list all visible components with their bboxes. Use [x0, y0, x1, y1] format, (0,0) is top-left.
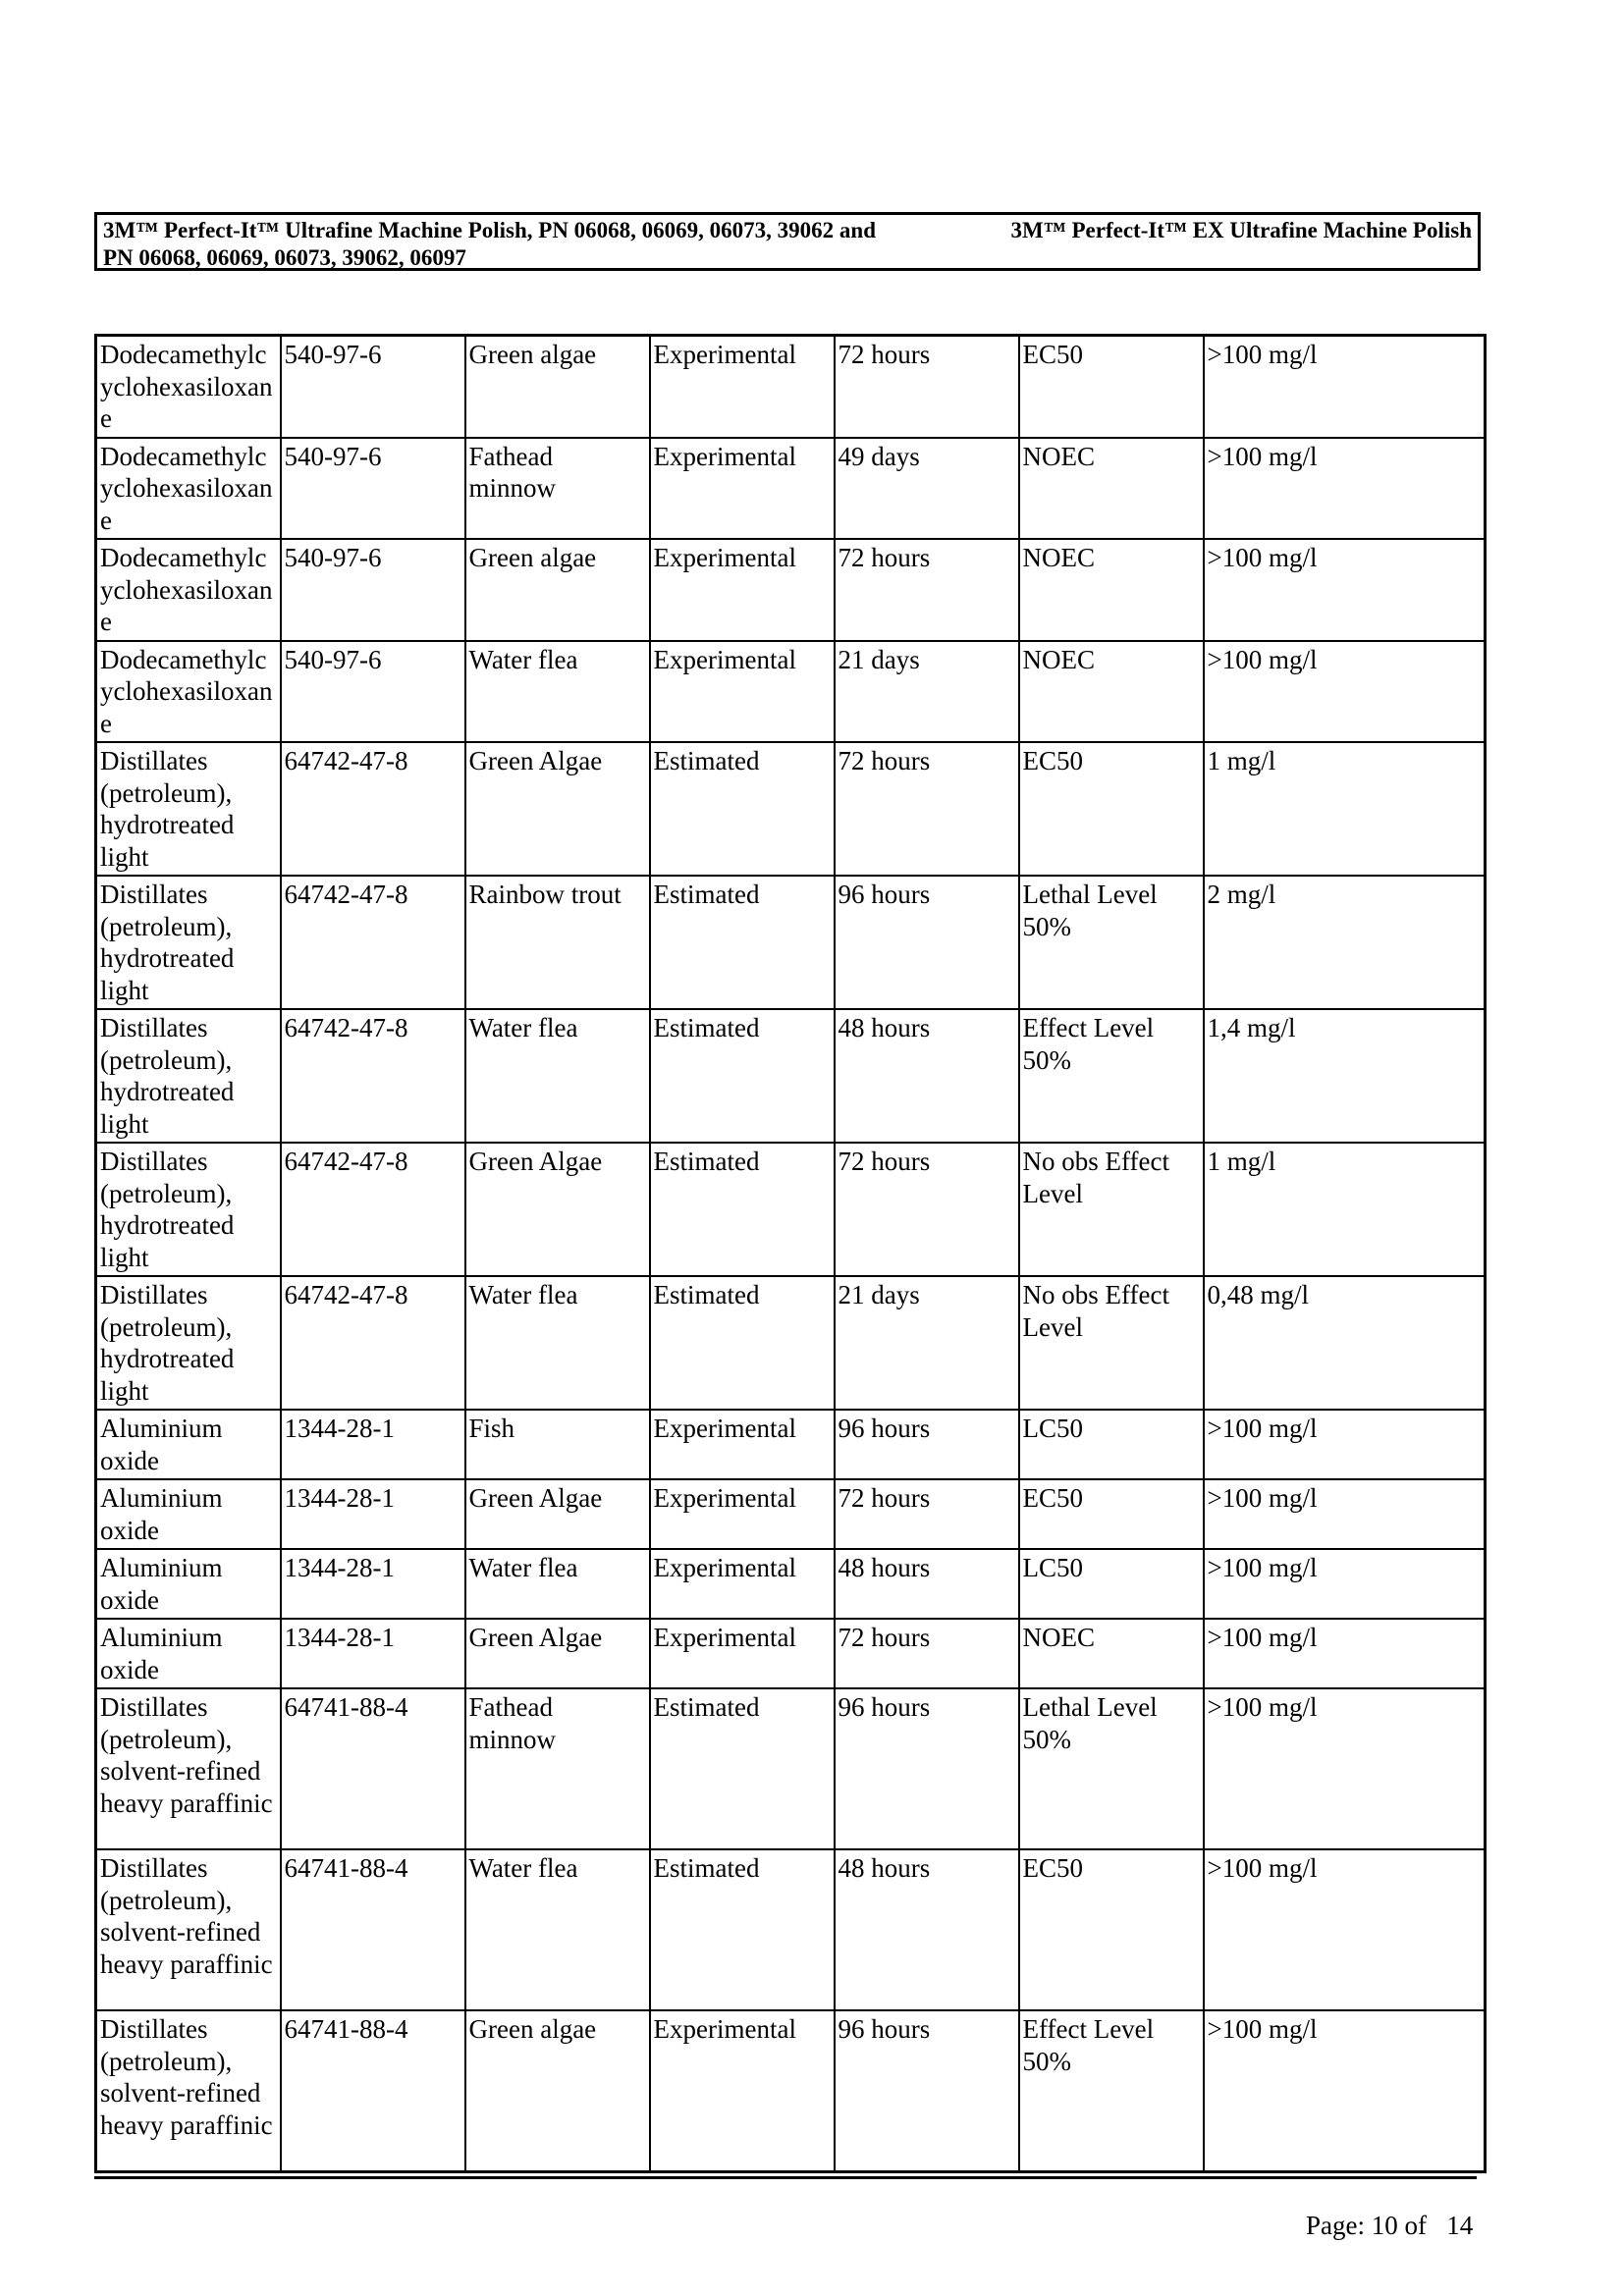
ecotoxicity-table: [94, 334, 1487, 2173]
cell-organism: Fish: [465, 1410, 650, 1479]
cell-endpoint: EC50: [1019, 742, 1204, 876]
cell-exposure: 96 hours: [835, 1410, 1019, 1479]
cell-organism: Green Algae: [465, 1143, 650, 1276]
header-part-numbers: PN 06068, 06069, 06073, 39062, 06097: [103, 245, 466, 270]
table-row: [96, 641, 1486, 743]
cell-exposure: 48 hours: [835, 1549, 1019, 1619]
cell-exposure: 72 hours: [835, 539, 1019, 641]
cell-endpoint: Lethal Level 50%: [1019, 1688, 1204, 1849]
header-title-left: 3M™ Perfect-It™ Ultrafine Machine Polish, PN 06068, 06069, 06073, 39062 and: [103, 218, 877, 242]
cell-type: Experimental: [650, 438, 835, 540]
cell-organism: Green algae: [465, 539, 650, 641]
cell-material: Distillates (petroleum), hydrotreated light: [96, 876, 281, 1009]
document-header: [94, 212, 1481, 271]
cell-result: >100 mg/l: [1204, 2010, 1486, 2171]
cell-endpoint: NOEC: [1019, 539, 1204, 641]
cell-endpoint: No obs Effect Level: [1019, 1143, 1204, 1276]
cell-type: Estimated: [650, 1009, 835, 1143]
cell-cas: 64741-88-4: [281, 1849, 465, 2010]
cell-material: Aluminium oxide: [96, 1549, 281, 1619]
cell-organism: Water flea: [465, 1549, 650, 1619]
cell-type: Estimated: [650, 1143, 835, 1276]
cell-result: 0,48 mg/l: [1204, 1276, 1486, 1410]
cell-endpoint: Effect Level 50%: [1019, 1009, 1204, 1143]
cell-type: Estimated: [650, 1849, 835, 2010]
cell-type: Experimental: [650, 2010, 835, 2171]
header-title-right: 3M™ Perfect-It™ EX Ultrafine Machine Polish: [1010, 218, 1472, 242]
cell-cas: 1344-28-1: [281, 1549, 465, 1619]
cell-endpoint: NOEC: [1019, 641, 1204, 743]
cell-endpoint: Lethal Level 50%: [1019, 876, 1204, 1009]
cell-cas: 1344-28-1: [281, 1479, 465, 1549]
table-row: [96, 1688, 1486, 1849]
cell-endpoint: EC50: [1019, 336, 1204, 438]
cell-exposure: 72 hours: [835, 1143, 1019, 1276]
cell-exposure: 96 hours: [835, 1688, 1019, 1849]
cell-material: Aluminium oxide: [96, 1410, 281, 1479]
cell-result: 1 mg/l: [1204, 1143, 1486, 1276]
cell-result: >100 mg/l: [1204, 1849, 1486, 2010]
cell-result: >100 mg/l: [1204, 1549, 1486, 1619]
table-row: [96, 2010, 1486, 2171]
table-row: [96, 1143, 1486, 1276]
table-row: [96, 1410, 1486, 1479]
table-row: [96, 438, 1486, 540]
cell-cas: 1344-28-1: [281, 1410, 465, 1479]
cell-material: Distillates (petroleum), hydrotreated light: [96, 742, 281, 876]
cell-organism: Green algae: [465, 336, 650, 438]
cell-type: Experimental: [650, 1619, 835, 1688]
cell-cas: 540-97-6: [281, 336, 465, 438]
cell-material: Aluminium oxide: [96, 1619, 281, 1688]
cell-organism: Green algae: [465, 2010, 650, 2171]
cell-type: Experimental: [650, 1410, 835, 1479]
cell-cas: 64742-47-8: [281, 742, 465, 876]
table-row: [96, 1549, 1486, 1619]
page-number: [1306, 2211, 1473, 2241]
cell-material: Distillates (petroleum), hydrotreated light: [96, 1143, 281, 1276]
cell-exposure: 72 hours: [835, 1619, 1019, 1688]
table-row: [96, 742, 1486, 876]
cell-type: Experimental: [650, 1479, 835, 1549]
cell-exposure: 96 hours: [835, 2010, 1019, 2171]
footer-rule: [94, 2176, 1477, 2179]
cell-organism: Water flea: [465, 641, 650, 743]
table-row: [96, 1849, 1486, 2010]
page-total: 14: [1446, 2211, 1474, 2240]
table-row: [96, 876, 1486, 1009]
cell-result: >100 mg/l: [1204, 1619, 1486, 1688]
cell-endpoint: NOEC: [1019, 1619, 1204, 1688]
cell-endpoint: NOEC: [1019, 438, 1204, 540]
cell-material: Distillates (petroleum), hydrotreated light: [96, 1276, 281, 1410]
cell-exposure: 48 hours: [835, 1009, 1019, 1143]
cell-result: >100 mg/l: [1204, 1688, 1486, 1849]
cell-result: 1 mg/l: [1204, 742, 1486, 876]
cell-material: Dodecamethylcyclohexasiloxane: [96, 539, 281, 641]
cell-type: Experimental: [650, 1549, 835, 1619]
cell-type: Estimated: [650, 876, 835, 1009]
page-label: Page: 10 of: [1306, 2211, 1427, 2240]
cell-result: >100 mg/l: [1204, 1479, 1486, 1549]
cell-organism: Rainbow trout: [465, 876, 650, 1009]
table-row: [96, 1619, 1486, 1688]
cell-type: Estimated: [650, 1276, 835, 1410]
table-row: [96, 336, 1486, 438]
cell-exposure: 21 days: [835, 1276, 1019, 1410]
cell-organism: Fathead minnow: [465, 1688, 650, 1849]
cell-type: Experimental: [650, 641, 835, 743]
cell-exposure: 72 hours: [835, 336, 1019, 438]
cell-organism: Water flea: [465, 1009, 650, 1143]
cell-exposure: 21 days: [835, 641, 1019, 743]
cell-organism: Green Algae: [465, 1619, 650, 1688]
table-row: [96, 1276, 1486, 1410]
cell-cas: 64741-88-4: [281, 2010, 465, 2171]
cell-result: >100 mg/l: [1204, 1410, 1486, 1479]
cell-organism: Water flea: [465, 1276, 650, 1410]
cell-organism: Water flea: [465, 1849, 650, 2010]
cell-type: Estimated: [650, 742, 835, 876]
cell-result: 1,4 mg/l: [1204, 1009, 1486, 1143]
table-row: [96, 1009, 1486, 1143]
cell-material: Dodecamethylcyclohexasiloxane: [96, 641, 281, 743]
cell-cas: 540-97-6: [281, 641, 465, 743]
cell-organism: Fathead minnow: [465, 438, 650, 540]
cell-organism: Green Algae: [465, 1479, 650, 1549]
cell-material: Aluminium oxide: [96, 1479, 281, 1549]
cell-cas: 1344-28-1: [281, 1619, 465, 1688]
cell-result: >100 mg/l: [1204, 539, 1486, 641]
cell-material: Dodecamethylcyclohexasiloxane: [96, 438, 281, 540]
cell-type: Experimental: [650, 539, 835, 641]
cell-type: Estimated: [650, 1688, 835, 1849]
cell-exposure: 96 hours: [835, 876, 1019, 1009]
cell-type: Experimental: [650, 336, 835, 438]
cell-material: Dodecamethylcyclohexasiloxane: [96, 336, 281, 438]
cell-endpoint: LC50: [1019, 1549, 1204, 1619]
cell-cas: 540-97-6: [281, 539, 465, 641]
cell-cas: 64742-47-8: [281, 1276, 465, 1410]
cell-material: Distillates (petroleum), solvent-refined heavy paraffinic: [96, 1688, 281, 1849]
cell-endpoint: Effect Level 50%: [1019, 2010, 1204, 2171]
cell-result: >100 mg/l: [1204, 438, 1486, 540]
cell-result: 2 mg/l: [1204, 876, 1486, 1009]
cell-material: Distillates (petroleum), solvent-refined heavy paraffinic: [96, 1849, 281, 2010]
cell-endpoint: EC50: [1019, 1479, 1204, 1549]
cell-exposure: 48 hours: [835, 1849, 1019, 2010]
cell-cas: 64742-47-8: [281, 876, 465, 1009]
cell-endpoint: LC50: [1019, 1410, 1204, 1479]
cell-organism: Green Algae: [465, 742, 650, 876]
cell-cas: 64742-47-8: [281, 1143, 465, 1276]
cell-endpoint: No obs Effect Level: [1019, 1276, 1204, 1410]
cell-material: Distillates (petroleum), solvent-refined heavy paraffinic: [96, 2010, 281, 2171]
cell-exposure: 72 hours: [835, 742, 1019, 876]
table-row: [96, 539, 1486, 641]
cell-cas: 64742-47-8: [281, 1009, 465, 1143]
cell-exposure: 72 hours: [835, 1479, 1019, 1549]
table-row: [96, 1479, 1486, 1549]
cell-endpoint: EC50: [1019, 1849, 1204, 2010]
cell-result: >100 mg/l: [1204, 641, 1486, 743]
cell-cas: 540-97-6: [281, 438, 465, 540]
cell-exposure: 49 days: [835, 438, 1019, 540]
cell-material: Distillates (petroleum), hydrotreated light: [96, 1009, 281, 1143]
cell-cas: 64741-88-4: [281, 1688, 465, 1849]
cell-result: >100 mg/l: [1204, 336, 1486, 438]
